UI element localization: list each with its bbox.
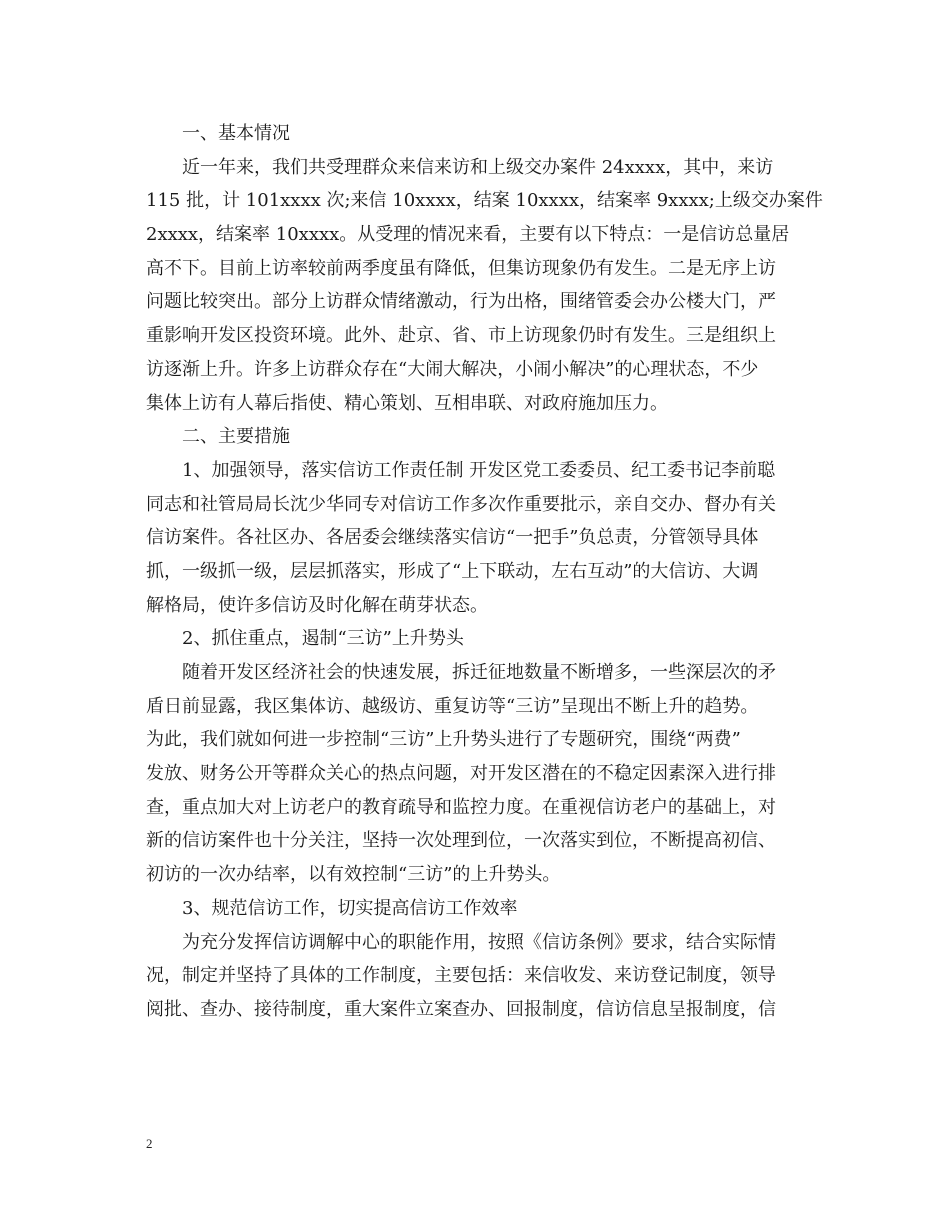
paragraph-line: 115 批，计 101xxxx 次;来信 10xxxx，结案 10xxxx，结案率 9xxxx;上级交办案件 xyxy=(146,190,823,212)
paragraph-line: 初访的一次办结率，以有效控制“三访”的上升势头。 xyxy=(146,864,561,886)
document-body xyxy=(146,117,823,1027)
subheading-line: 1、加强领导，落实信访工作责任制 开发区党工委委员、纪工委书记李前聪 xyxy=(182,459,776,481)
paragraph-line: 发放、财务公开等群众关心的热点问题，对开发区潜在的不稳定因素深入进行排 xyxy=(146,763,776,785)
section-heading-basic-situation: 一、基本情况 xyxy=(182,123,290,144)
paragraph-line: 盾日前显露，我区集体访、越级访、重复访等“三访”呈现出不断上升的趋势。 xyxy=(146,695,759,717)
paragraph-line: 查，重点加大对上访老户的教育疏导和监控力度。在重视信访老户的基础上，对 xyxy=(146,796,776,818)
paragraph-line: 近一年来，我们共受理群众来信来访和上级交办案件 24xxxx，其中，来访 xyxy=(182,156,774,178)
paragraph-line: 2xxxx，结案率 10xxxx。从受理的情况来看，主要有以下特点：一是信访总量居 xyxy=(146,224,790,246)
paragraph-line: 抓，一级抓一级，层层抓落实，形成了“上下联动，左右互动”的大信访、大调 xyxy=(146,560,759,582)
paragraph-line: 问题比较突出。部分上访群众情绪激动，行为出格，围绪管委会办公楼大门，严 xyxy=(146,291,776,313)
subheading-line: 2、抓住重点，遏制“三访”上升势头 xyxy=(182,628,464,650)
paragraph-line: 为充分发挥信访调解中心的职能作用，按照《信访条例》要求，结合实际情 xyxy=(182,931,776,953)
paragraph-line: 集体上访有人幕后指使、精心策划、互相串联、对政府施加压力。 xyxy=(146,392,668,414)
paragraph-line: 重影响开发区投资环境。此外、赴京、省、市上访现象仍时有发生。三是组织上 xyxy=(146,325,776,347)
paragraph-line: 随着开发区经济社会的快速发展，拆迁征地数量不断增多，一些深层次的矛 xyxy=(182,662,776,683)
paragraph-line: 况，制定并坚持了具体的工作制度，主要包括：来信收发、来访登记制度，领导 xyxy=(146,965,776,987)
paragraph-line: 访逐渐上升。许多上访群众存在“大闹大解决，小闹小解决”的心理状态，不少 xyxy=(146,358,759,380)
page-number: 2 xyxy=(146,1136,153,1151)
paragraph-line: 高不下。目前上访率较前两季度虽有降低，但集访现象仍有发生。二是无序上访 xyxy=(146,257,776,279)
paragraph-line: 信访案件。各社区办、各居委会继续落实信访“一把手”负总责，分管领导具体 xyxy=(146,527,759,549)
paragraph-line: 阅批、查办、接待制度，重大案件立案查办、回报制度，信访信息呈报制度，信 xyxy=(146,998,776,1020)
subheading-line: 3、规范信访工作，切实提高信访工作效率 xyxy=(182,897,518,919)
paragraph-line: 同志和社管局局长沈少华同专对信访工作多次作重要批示，亲自交办、督办有关 xyxy=(146,493,776,515)
paragraph-line: 解格局，使许多信访及时化解在萌芽状态。 xyxy=(146,594,488,616)
paragraph-line: 新的信访案件也十分关注，坚持一次处理到位，一次落实到位，不断提高初信、 xyxy=(146,830,776,852)
section-heading-main-measures: 二、主要措施 xyxy=(182,426,290,448)
paragraph-line: 为此，我们就如何进一步控制“三访”上升势头进行了专题研究，围绕“两费” xyxy=(146,729,741,751)
